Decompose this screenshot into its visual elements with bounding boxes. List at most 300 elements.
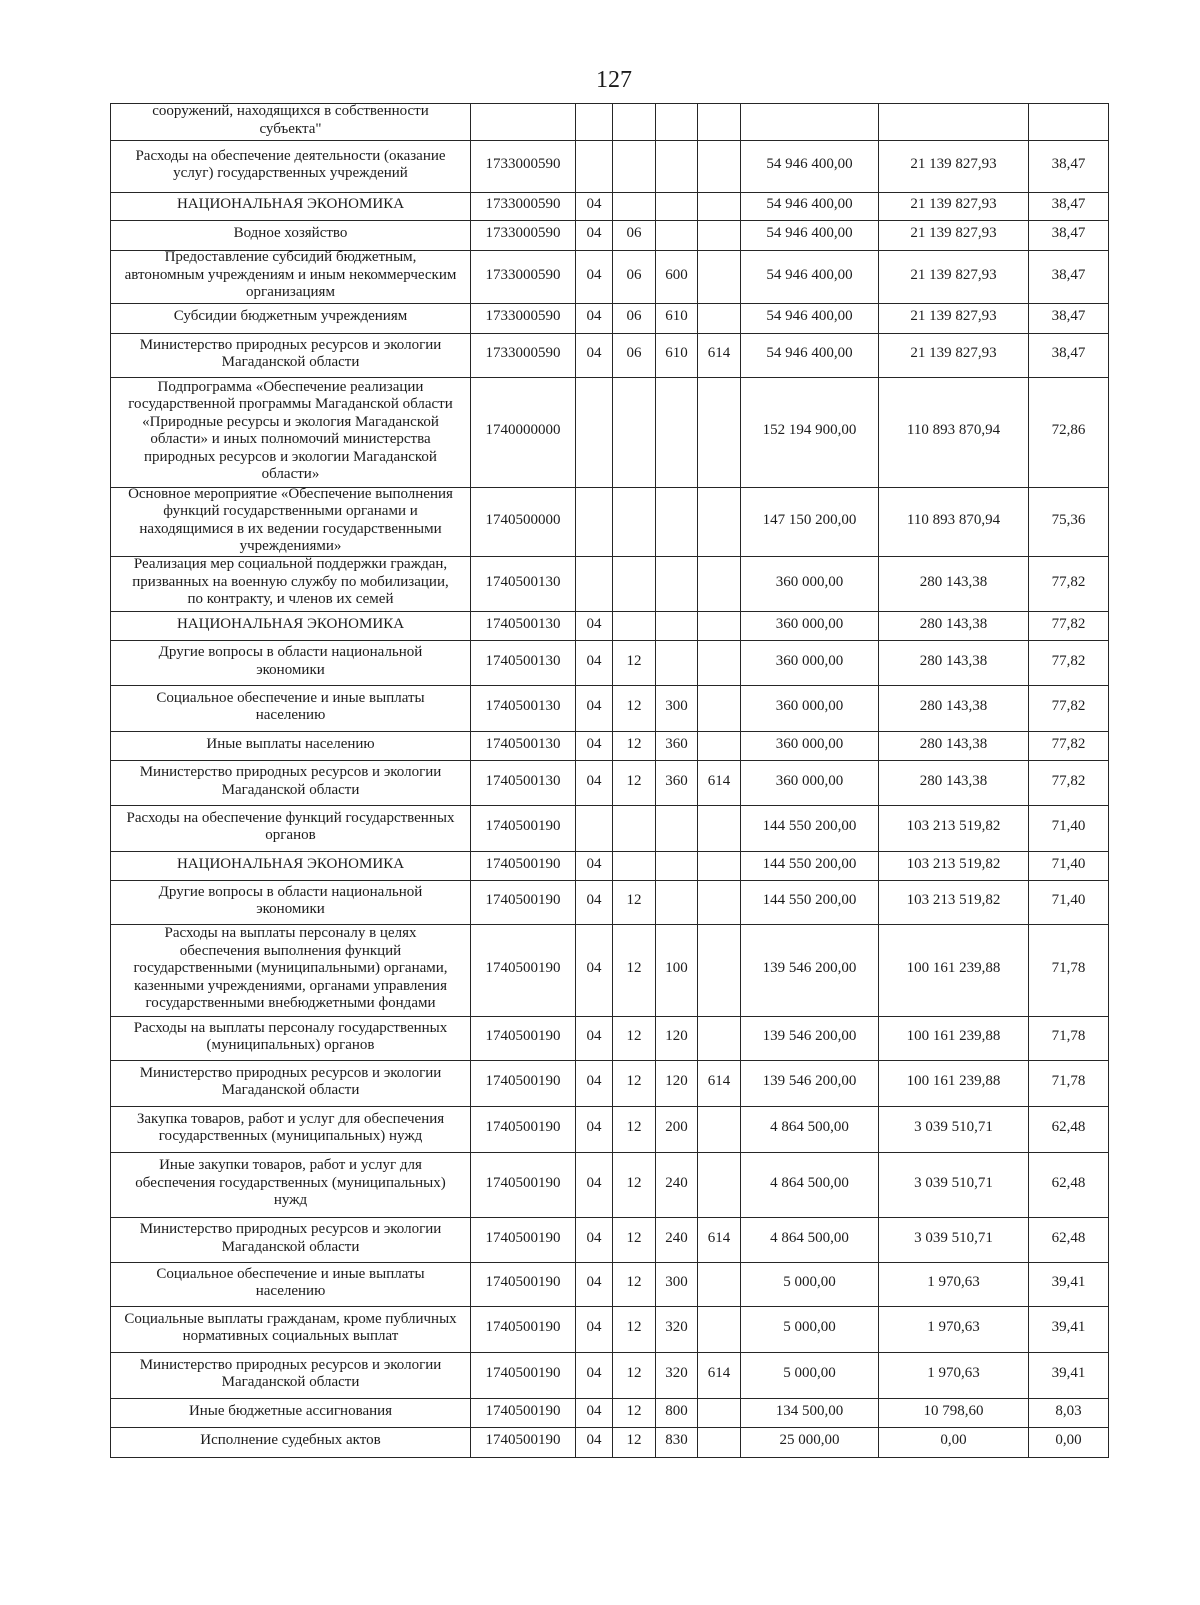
target-code-cell (471, 304, 576, 334)
row-name-text: Закупка товаров, работ и услуг для обеспечения государственных (муниципальных) нужд (136, 1110, 445, 1144)
row-name-cell (111, 925, 471, 1017)
executed-amount-text: 3 039 510,71 (914, 1119, 993, 1136)
section-cell (576, 1353, 613, 1399)
expense-type-cell (656, 1307, 698, 1353)
section-text: 04 (586, 1319, 602, 1336)
row-name-text: Реализация мер социальной поддержки граждан, призванных на военную службу по мобилизации, по контракту, и членов их семей (132, 556, 449, 608)
table-row (111, 1263, 1109, 1307)
section-cell (576, 1061, 613, 1107)
row-name-text: НАЦИОНАЛЬНАЯ ЭКОНОМИКА (176, 855, 405, 872)
target-code-cell (471, 852, 576, 881)
executed-amount-text: 100 161 239,88 (906, 960, 1001, 977)
table-row (111, 1428, 1109, 1458)
subsection-text: 12 (626, 1365, 642, 1382)
target-code-cell (471, 612, 576, 641)
execution-percent-cell (1029, 251, 1109, 304)
section-cell (576, 852, 613, 881)
execution-percent-text: 39,41 (1051, 1319, 1086, 1336)
target-code-text: 1740500000 (485, 511, 561, 528)
subsection-cell (613, 378, 656, 488)
target-code-text: 1740500190 (485, 1319, 561, 1336)
planned-amount-cell (741, 488, 879, 557)
row-name-text: Министерство природных ресурсов и экологии Магаданской области (139, 764, 442, 798)
row-name-cell (111, 557, 471, 612)
administrator-code-cell (698, 925, 741, 1017)
section-cell (576, 1307, 613, 1353)
planned-amount-cell (741, 1263, 879, 1307)
execution-percent-text: 71,40 (1051, 855, 1086, 872)
target-code-cell (471, 1428, 576, 1458)
execution-percent-text: 39,41 (1051, 1274, 1086, 1291)
expense-type-cell (656, 641, 698, 686)
execution-percent-cell (1029, 925, 1109, 1017)
section-cell (576, 1218, 613, 1263)
row-name-text: Расходы на обеспечение функций государственных органов (126, 809, 455, 843)
table-row (111, 1153, 1109, 1218)
subsection-cell (613, 193, 656, 221)
administrator-code-cell (698, 1061, 741, 1107)
executed-amount-cell (879, 1017, 1029, 1061)
administrator-code-cell (698, 334, 741, 378)
table-row (111, 1017, 1109, 1061)
execution-percent-text: 77,82 (1051, 573, 1086, 590)
execution-percent-cell (1029, 1017, 1109, 1061)
expense-type-cell (656, 1218, 698, 1263)
execution-percent-cell (1029, 557, 1109, 612)
executed-amount-cell (879, 732, 1029, 761)
executed-amount-cell (879, 378, 1029, 488)
expense-type-cell (656, 488, 698, 557)
target-code-text: 1733000590 (485, 308, 561, 325)
subsection-cell (613, 686, 656, 732)
execution-percent-cell (1029, 334, 1109, 378)
executed-amount-cell (879, 251, 1029, 304)
target-code-text: 1733000590 (485, 266, 561, 283)
subsection-text: 12 (626, 960, 642, 977)
administrator-code-cell (698, 557, 741, 612)
section-cell (576, 488, 613, 557)
table-row (111, 141, 1109, 193)
execution-percent-cell (1029, 612, 1109, 641)
target-code-cell (471, 686, 576, 732)
subsection-text: 12 (626, 892, 642, 909)
executed-amount-cell (879, 612, 1029, 641)
row-name-text: Министерство природных ресурсов и экологии Магаданской области (139, 1356, 442, 1390)
expense-type-cell (656, 1017, 698, 1061)
row-name-cell (111, 1428, 471, 1458)
row-name-cell (111, 485, 471, 557)
subsection-text: 12 (626, 735, 642, 752)
planned-amount-cell (741, 612, 879, 641)
executed-amount-cell (879, 641, 1029, 686)
planned-amount-text: 360 000,00 (775, 735, 844, 752)
row-name-text: Министерство природных ресурсов и экологии Магаданской области (139, 336, 442, 370)
section-cell (576, 686, 613, 732)
executed-amount-cell (879, 1153, 1029, 1218)
execution-percent-cell (1029, 1353, 1109, 1399)
planned-amount-text: 144 550 200,00 (762, 818, 857, 835)
execution-percent-text: 77,82 (1051, 698, 1086, 715)
execution-percent-cell (1029, 193, 1109, 221)
planned-amount-text: 54 946 400,00 (766, 266, 853, 283)
planned-amount-text: 147 150 200,00 (762, 511, 857, 528)
executed-amount-cell (879, 1218, 1029, 1263)
planned-amount-cell (741, 251, 879, 304)
administrator-code-cell (698, 221, 741, 251)
subsection-cell (613, 334, 656, 378)
subsection-text: 12 (626, 652, 642, 669)
executed-amount-text: 3 039 510,71 (914, 1229, 993, 1246)
section-text: 04 (586, 345, 602, 362)
execution-percent-text: 62,48 (1051, 1119, 1086, 1136)
expense-type-cell (656, 1399, 698, 1428)
expense-type-cell (656, 104, 698, 141)
subsection-text: 06 (626, 308, 642, 325)
executed-amount-text: 280 143,38 (919, 735, 988, 752)
target-code-cell (471, 1153, 576, 1218)
subsection-cell (613, 761, 656, 806)
row-name-text: Другие вопросы в области национальной экономики (158, 883, 423, 917)
executed-amount-cell (879, 1428, 1029, 1458)
planned-amount-cell (741, 641, 879, 686)
expense-type-text: 120 (665, 1073, 688, 1090)
planned-amount-cell (741, 1218, 879, 1263)
row-name-cell (111, 1218, 471, 1263)
administrator-code-cell (698, 193, 741, 221)
execution-percent-text: 62,48 (1051, 1174, 1086, 1191)
planned-amount-cell (741, 686, 879, 732)
expense-type-text: 610 (665, 345, 688, 362)
subsection-text: 06 (626, 345, 642, 362)
subsection-text: 12 (626, 1073, 642, 1090)
expense-type-cell (656, 925, 698, 1017)
expense-type-cell (656, 221, 698, 251)
table-row (111, 1061, 1109, 1107)
execution-percent-text: 38,47 (1051, 196, 1086, 213)
table-row (111, 221, 1109, 251)
planned-amount-cell (741, 881, 879, 925)
administrator-code-cell (698, 251, 741, 304)
table-row (111, 806, 1109, 852)
planned-amount-text: 139 546 200,00 (762, 1028, 857, 1045)
execution-percent-text: 72,86 (1051, 422, 1086, 439)
planned-amount-cell (741, 141, 879, 193)
administrator-code-cell (698, 104, 741, 141)
administrator-code-text: 614 (707, 1365, 731, 1382)
subsection-cell (613, 1107, 656, 1153)
subsection-cell (613, 1061, 656, 1107)
administrator-code-cell (698, 686, 741, 732)
expense-type-cell (656, 852, 698, 881)
executed-amount-cell (879, 1399, 1029, 1428)
planned-amount-cell (741, 334, 879, 378)
execution-percent-text: 38,47 (1051, 345, 1086, 362)
section-cell (576, 1017, 613, 1061)
expense-type-text: 600 (665, 266, 688, 283)
row-name-cell (111, 881, 471, 925)
execution-percent-cell (1029, 141, 1109, 193)
administrator-code-cell (698, 612, 741, 641)
planned-amount-cell (741, 1107, 879, 1153)
section-cell (576, 732, 613, 761)
target-code-cell (471, 334, 576, 378)
planned-amount-cell (741, 1307, 879, 1353)
section-text: 04 (586, 225, 602, 242)
subsection-text: 12 (626, 1174, 642, 1191)
target-code-text: 1740500190 (485, 1028, 561, 1045)
section-cell (576, 251, 613, 304)
section-text: 04 (586, 772, 602, 789)
administrator-code-cell (698, 1353, 741, 1399)
target-code-cell (471, 761, 576, 806)
planned-amount-text: 54 946 400,00 (766, 156, 853, 173)
expense-type-cell (656, 1107, 698, 1153)
executed-amount-cell (879, 761, 1029, 806)
administrator-code-text: 614 (707, 345, 731, 362)
executed-amount-cell (879, 104, 1029, 141)
expense-type-cell (656, 686, 698, 732)
target-code-cell (471, 251, 576, 304)
section-text: 04 (586, 1174, 602, 1191)
target-code-text: 1740500130 (485, 615, 561, 632)
target-code-text: 1740500130 (485, 573, 561, 590)
target-code-text: 1733000590 (485, 345, 561, 362)
executed-amount-cell (879, 488, 1029, 557)
execution-percent-cell (1029, 761, 1109, 806)
row-name-text: НАЦИОНАЛЬНАЯ ЭКОНОМИКА (176, 196, 405, 213)
table-row (111, 881, 1109, 925)
executed-amount-text: 3 039 510,71 (914, 1174, 993, 1191)
planned-amount-cell (741, 378, 879, 488)
table-row (111, 852, 1109, 881)
target-code-text: 1740500130 (485, 772, 561, 789)
section-cell (576, 612, 613, 641)
target-code-text: 1740500190 (485, 1402, 561, 1419)
execution-percent-cell (1029, 686, 1109, 732)
planned-amount-cell (741, 925, 879, 1017)
executed-amount-text: 103 213 519,82 (906, 892, 1001, 909)
executed-amount-text: 103 213 519,82 (906, 855, 1001, 872)
expense-type-text: 240 (665, 1174, 688, 1191)
section-cell (576, 221, 613, 251)
target-code-cell (471, 881, 576, 925)
subsection-cell (613, 612, 656, 641)
administrator-code-cell (698, 852, 741, 881)
planned-amount-cell (741, 221, 879, 251)
subsection-cell (613, 852, 656, 881)
section-cell (576, 806, 613, 852)
execution-percent-cell (1029, 852, 1109, 881)
execution-percent-text: 77,82 (1051, 615, 1086, 632)
subsection-cell (613, 1218, 656, 1263)
row-name-text: Социальные выплаты гражданам, кроме публичных нормативных социальных выплат (124, 1310, 457, 1344)
section-text: 04 (586, 855, 602, 872)
executed-amount-text: 100 161 239,88 (906, 1028, 1001, 1045)
section-text: 04 (586, 1229, 602, 1246)
executed-amount-text: 110 893 870,94 (906, 511, 1001, 528)
execution-percent-text: 77,82 (1051, 735, 1086, 752)
subsection-cell (613, 488, 656, 557)
expense-type-cell (656, 612, 698, 641)
executed-amount-cell (879, 557, 1029, 612)
target-code-cell (471, 1307, 576, 1353)
administrator-code-cell (698, 378, 741, 488)
target-code-cell (471, 806, 576, 852)
row-name-cell (111, 1353, 471, 1399)
executed-amount-text: 110 893 870,94 (906, 422, 1001, 439)
row-name-text: НАЦИОНАЛЬНАЯ ЭКОНОМИКА (176, 615, 405, 632)
row-name-cell (111, 141, 471, 193)
target-code-text: 1740500190 (485, 1432, 561, 1449)
executed-amount-cell (879, 221, 1029, 251)
expense-type-text: 240 (665, 1229, 688, 1246)
subsection-text: 12 (626, 1319, 642, 1336)
expense-type-text: 320 (665, 1319, 688, 1336)
planned-amount-text: 25 000,00 (779, 1432, 840, 1449)
section-cell (576, 881, 613, 925)
subsection-text: 12 (626, 1229, 642, 1246)
target-code-text: 1740500190 (485, 855, 561, 872)
subsection-text: 12 (626, 1402, 642, 1419)
execution-percent-cell (1029, 1107, 1109, 1153)
row-name-text: Другие вопросы в области национальной экономики (158, 644, 423, 678)
expense-type-cell (656, 304, 698, 334)
administrator-code-cell (698, 881, 741, 925)
planned-amount-text: 5 000,00 (783, 1319, 836, 1336)
executed-amount-cell (879, 925, 1029, 1017)
target-code-cell (471, 221, 576, 251)
subsection-cell (613, 641, 656, 686)
expense-type-text: 300 (665, 698, 688, 715)
planned-amount-cell (741, 761, 879, 806)
execution-percent-text: 71,78 (1051, 1073, 1086, 1090)
administrator-code-cell (698, 304, 741, 334)
table-row (111, 251, 1109, 304)
subsection-cell (613, 1263, 656, 1307)
target-code-text: 1733000590 (485, 196, 561, 213)
subsection-cell (613, 1399, 656, 1428)
table-row (111, 488, 1109, 557)
table-row (111, 557, 1109, 612)
section-text: 04 (586, 1432, 602, 1449)
target-code-text: 1740500190 (485, 1274, 561, 1291)
planned-amount-text: 144 550 200,00 (762, 855, 857, 872)
execution-percent-cell (1029, 1061, 1109, 1107)
subsection-cell (613, 1428, 656, 1458)
expense-type-cell (656, 334, 698, 378)
execution-percent-text: 71,40 (1051, 818, 1086, 835)
administrator-code-text: 614 (707, 1073, 731, 1090)
row-name-text: Субсидии бюджетным учреждениям (173, 308, 408, 325)
table-row (111, 732, 1109, 761)
execution-percent-cell (1029, 732, 1109, 761)
execution-percent-cell (1029, 378, 1109, 488)
row-name-text: Водное хозяйство (233, 225, 348, 242)
executed-amount-text: 21 139 827,93 (910, 156, 997, 173)
subsection-cell (613, 1153, 656, 1218)
row-name-cell (111, 1061, 471, 1107)
execution-percent-text: 0,00 (1055, 1432, 1082, 1449)
executed-amount-text: 1 970,63 (927, 1365, 980, 1382)
section-cell (576, 1263, 613, 1307)
planned-amount-cell (741, 732, 879, 761)
execution-percent-text: 62,48 (1051, 1229, 1086, 1246)
target-code-cell (471, 1399, 576, 1428)
row-name-cell (111, 1017, 471, 1061)
row-name-text: Министерство природных ресурсов и экологии Магаданской области (139, 1064, 442, 1098)
execution-percent-text: 77,82 (1051, 652, 1086, 669)
section-text: 04 (586, 1274, 602, 1291)
page-number: 127 (596, 67, 632, 93)
execution-percent-cell (1029, 881, 1109, 925)
expense-type-cell (656, 193, 698, 221)
table-row (111, 1107, 1109, 1153)
execution-percent-text: 38,47 (1051, 308, 1086, 325)
executed-amount-text: 0,00 (940, 1432, 967, 1449)
target-code-text: 1740500130 (485, 652, 561, 669)
execution-percent-cell (1029, 1399, 1109, 1428)
row-name-cell (111, 1399, 471, 1428)
row-name-text: Исполнение судебных актов (200, 1432, 381, 1449)
administrator-code-cell (698, 1399, 741, 1428)
expense-type-text: 200 (665, 1119, 688, 1136)
row-name-cell (111, 378, 471, 488)
subsection-text: 12 (626, 1119, 642, 1136)
planned-amount-cell (741, 557, 879, 612)
execution-percent-text: 71,78 (1051, 960, 1086, 977)
target-code-cell (471, 1353, 576, 1399)
target-code-text: 1740000000 (485, 422, 561, 439)
administrator-code-cell (698, 1017, 741, 1061)
executed-amount-text: 21 139 827,93 (910, 345, 997, 362)
executed-amount-text: 21 139 827,93 (910, 196, 997, 213)
subsection-cell (613, 304, 656, 334)
subsection-cell (613, 1017, 656, 1061)
subsection-cell (613, 141, 656, 193)
section-text: 04 (586, 1028, 602, 1045)
subsection-cell (613, 732, 656, 761)
table-row (111, 925, 1109, 1017)
row-name-text: Социальное обеспечение и иные выплаты населению (156, 689, 425, 723)
executed-amount-cell (879, 304, 1029, 334)
administrator-code-cell (698, 1218, 741, 1263)
subsection-text: 12 (626, 1274, 642, 1291)
row-name-text: Иные закупки товаров, работ и услуг для обеспечения государственных (муниципальных) нужд (135, 1157, 446, 1209)
executed-amount-cell (879, 686, 1029, 732)
subsection-cell (613, 221, 656, 251)
administrator-code-cell (698, 141, 741, 193)
table-row (111, 1307, 1109, 1353)
row-name-cell (111, 852, 471, 881)
executed-amount-text: 1 970,63 (927, 1274, 980, 1291)
target-code-text: 1740500190 (485, 1073, 561, 1090)
planned-amount-text: 5 000,00 (783, 1365, 836, 1382)
target-code-cell (471, 378, 576, 488)
planned-amount-cell (741, 193, 879, 221)
row-name-text: Социальное обеспечение и иные выплаты населению (156, 1265, 425, 1299)
section-cell (576, 334, 613, 378)
table-row (111, 378, 1109, 488)
table-row (111, 334, 1109, 378)
executed-amount-cell (879, 193, 1029, 221)
execution-percent-cell (1029, 1218, 1109, 1263)
executed-amount-text: 1 970,63 (927, 1319, 980, 1336)
planned-amount-cell (741, 852, 879, 881)
planned-amount-cell (741, 1428, 879, 1458)
executed-amount-text: 103 213 519,82 (906, 818, 1001, 835)
section-text: 04 (586, 1365, 602, 1382)
expense-type-text: 320 (665, 1365, 688, 1382)
